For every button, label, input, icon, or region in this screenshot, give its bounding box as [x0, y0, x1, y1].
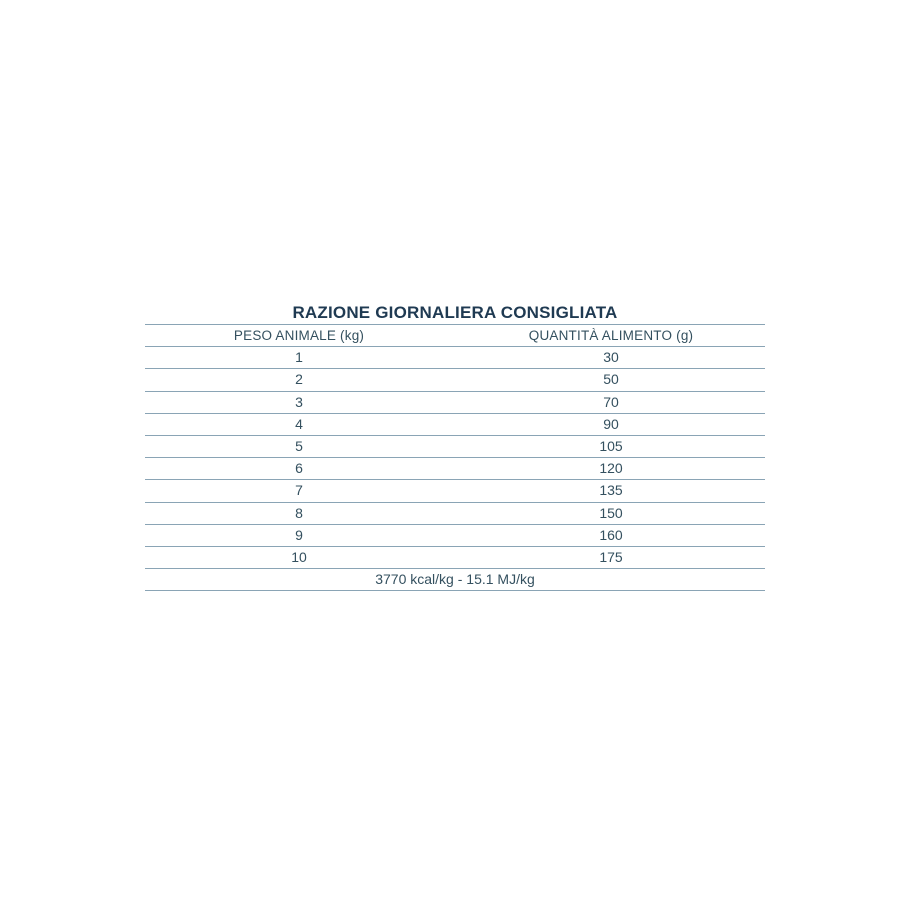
table-row — [145, 503, 765, 524]
weight-cell: 6 — [295, 460, 303, 477]
weight-cell: 7 — [295, 482, 303, 499]
quantity-cell: 90 — [603, 415, 619, 432]
weight-cell: 1 — [295, 349, 303, 366]
quantity-cell: 70 — [603, 393, 619, 410]
quantity-cell: 160 — [599, 526, 623, 543]
weight-cell: 4 — [295, 415, 303, 432]
energy-footer: 3770 kcal/kg - 15.1 MJ/kg — [375, 571, 535, 588]
quantity-cell: 105 — [599, 437, 623, 454]
table-divider — [145, 590, 765, 591]
table-row — [145, 547, 765, 568]
quantity-cell: 120 — [599, 460, 623, 477]
header-quantity: QUANTITÀ ALIMENTO (g) — [528, 328, 694, 343]
quantity-cell: 150 — [599, 504, 623, 521]
ration-table — [145, 302, 765, 591]
table-row — [145, 392, 765, 413]
table-row — [145, 436, 765, 457]
quantity-cell: 50 — [603, 371, 619, 388]
table-row — [145, 525, 765, 546]
weight-cell: 10 — [291, 548, 307, 565]
weight-cell: 3 — [295, 393, 303, 410]
table-header-row — [145, 325, 765, 346]
table-row — [145, 414, 765, 435]
weight-cell: 8 — [295, 504, 303, 521]
quantity-cell: 135 — [599, 482, 623, 499]
quantity-cell: 30 — [603, 349, 619, 366]
header-weight: PESO ANIMALE (kg) — [233, 328, 365, 343]
quantity-cell: 175 — [599, 548, 623, 565]
table-row — [145, 347, 765, 368]
table-title: RAZIONE GIORNALIERA CONSIGLIATA — [292, 303, 618, 322]
table-row — [145, 458, 765, 479]
table-row — [145, 480, 765, 501]
table-row — [145, 369, 765, 390]
weight-cell: 2 — [295, 371, 303, 388]
weight-cell: 5 — [295, 437, 303, 454]
weight-cell: 9 — [295, 526, 303, 543]
